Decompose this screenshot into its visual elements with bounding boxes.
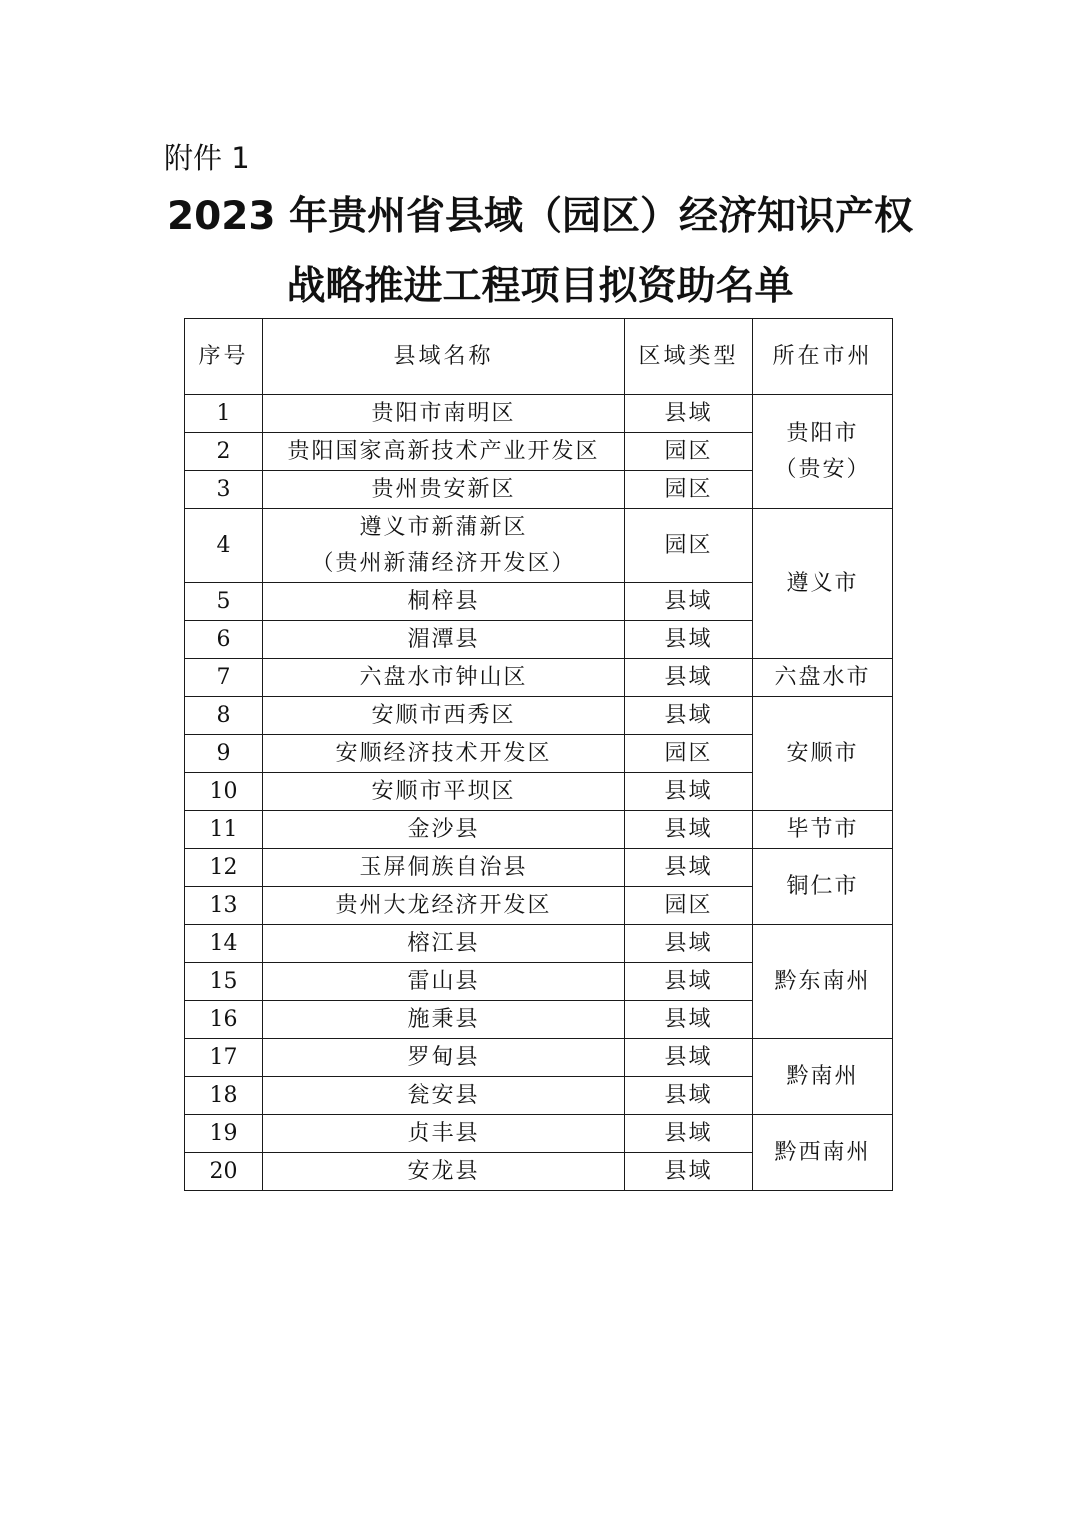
- table-row: [185, 1115, 893, 1153]
- row-serial: 17: [185, 1039, 263, 1077]
- row-type: 园区: [625, 735, 753, 773]
- row-type: 县域: [625, 773, 753, 811]
- row-city-bijie: 毕节市: [753, 811, 893, 849]
- row-name: 贵州大龙经济开发区: [263, 887, 625, 925]
- table-row: [185, 509, 893, 583]
- city-guiyang-line2: （贵安）: [774, 456, 871, 482]
- row-serial: 19: [185, 1115, 263, 1153]
- row-name: 安顺市西秀区: [263, 697, 625, 735]
- row-serial: 14: [185, 925, 263, 963]
- row-name: 贵阳国家高新技术产业开发区: [263, 433, 625, 471]
- row-city-anshun: 安顺市: [753, 697, 893, 811]
- row-serial: 12: [185, 849, 263, 887]
- row-serial: 15: [185, 963, 263, 1001]
- row-name: 榕江县: [263, 925, 625, 963]
- row-name: 金沙县: [263, 811, 625, 849]
- row-type: 县域: [625, 1001, 753, 1039]
- attachment-label: 附件 1: [164, 141, 250, 175]
- row-type: 县域: [625, 659, 753, 697]
- row-serial: 1: [185, 395, 263, 433]
- row-type: 县域: [625, 697, 753, 735]
- row-type: 县域: [625, 963, 753, 1001]
- row-serial: 7: [185, 659, 263, 697]
- table-row: [185, 697, 893, 735]
- row-serial: 4: [185, 509, 263, 583]
- row-city-zunyi: 遵义市: [753, 509, 893, 659]
- header-county-name: 县域名称: [263, 319, 625, 395]
- row-serial: 6: [185, 621, 263, 659]
- row-serial: 2: [185, 433, 263, 471]
- row-type: 园区: [625, 433, 753, 471]
- table-row: [185, 659, 893, 697]
- row-serial: 5: [185, 583, 263, 621]
- header-city: 所在市州: [753, 319, 893, 395]
- row-serial: 10: [185, 773, 263, 811]
- row-serial: 11: [185, 811, 263, 849]
- row-type: 县域: [625, 583, 753, 621]
- row-serial: 13: [185, 887, 263, 925]
- row-serial: 9: [185, 735, 263, 773]
- table-row: [185, 395, 893, 433]
- row-name: 安龙县: [263, 1153, 625, 1191]
- table-row: [185, 1039, 893, 1077]
- header-area-type: 区域类型: [625, 319, 753, 395]
- row-name-line1: 遵义市新蒲新区: [359, 514, 528, 540]
- row-name: [263, 509, 625, 583]
- row-name: 罗甸县: [263, 1039, 625, 1077]
- table-row: [185, 925, 893, 963]
- row-type: 县域: [625, 621, 753, 659]
- city-guiyang-line1: 贵阳市: [786, 420, 859, 446]
- row-name: 玉屏侗族自治县: [263, 849, 625, 887]
- row-name-line2: （贵州新蒲经济开发区）: [311, 550, 576, 576]
- row-city-qiandongnan: 黔东南州: [753, 925, 893, 1039]
- row-type: 县域: [625, 1153, 753, 1191]
- row-type: 县域: [625, 849, 753, 887]
- row-type: 县域: [625, 925, 753, 963]
- row-name: 六盘水市钟山区: [263, 659, 625, 697]
- row-name: 瓮安县: [263, 1077, 625, 1115]
- row-name: 桐梓县: [263, 583, 625, 621]
- row-name: 安顺市平坝区: [263, 773, 625, 811]
- row-type: 园区: [625, 887, 753, 925]
- row-name: 雷山县: [263, 963, 625, 1001]
- row-serial: 18: [185, 1077, 263, 1115]
- row-serial: 20: [185, 1153, 263, 1191]
- document-title-line-2: 战略推进工程项目拟资助名单: [286, 264, 794, 309]
- row-city-tongren: 铜仁市: [753, 849, 893, 925]
- row-city-qiannan: 黔南州: [753, 1039, 893, 1115]
- row-name: 安顺经济技术开发区: [263, 735, 625, 773]
- funding-list-table: [184, 318, 893, 1191]
- document-title-line-1: 2023 年贵州省县域（园区）经济知识产权: [166, 194, 914, 239]
- row-type: 园区: [625, 509, 753, 583]
- row-type: 县域: [625, 811, 753, 849]
- row-name: 贵州贵安新区: [263, 471, 625, 509]
- row-type: 县域: [625, 1039, 753, 1077]
- row-serial: 8: [185, 697, 263, 735]
- row-name: 施秉县: [263, 1001, 625, 1039]
- table-row: [185, 811, 893, 849]
- row-type: 县域: [625, 1115, 753, 1153]
- row-city-guiyang: [753, 395, 893, 509]
- row-type: 县域: [625, 1077, 753, 1115]
- row-city-qianxinan: 黔西南州: [753, 1115, 893, 1191]
- row-serial: 3: [185, 471, 263, 509]
- row-name: 贞丰县: [263, 1115, 625, 1153]
- table-row: [185, 849, 893, 887]
- row-name: 湄潭县: [263, 621, 625, 659]
- row-serial: 16: [185, 1001, 263, 1039]
- row-name: 贵阳市南明区: [263, 395, 625, 433]
- table-header-row: [185, 319, 893, 395]
- row-type: 县域: [625, 395, 753, 433]
- row-type: 园区: [625, 471, 753, 509]
- header-serial: 序号: [185, 319, 263, 395]
- row-city-liupanshui: 六盘水市: [753, 659, 893, 697]
